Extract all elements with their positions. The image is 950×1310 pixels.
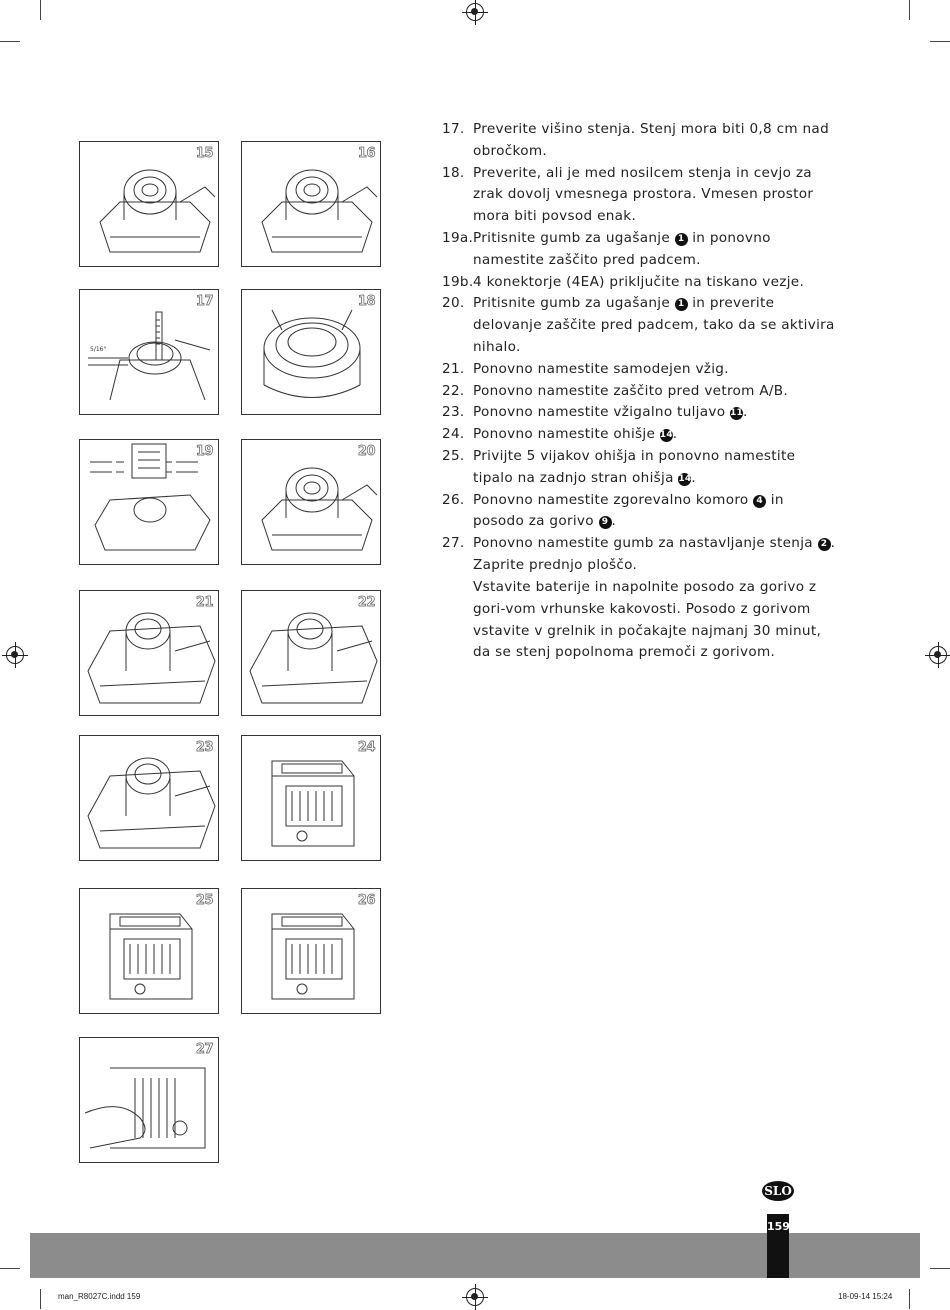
part-number-badge: 14 <box>659 430 673 441</box>
step-text: Preverite, ali je med nosilcem stenja in cevjo za zrak dovolj vmesnega prostora. Vmesen prostor mora biti povsod enak. <box>473 164 814 225</box>
step-number: 18. <box>442 164 465 181</box>
dimension-label: 5/16" <box>90 346 107 353</box>
figure-26 <box>241 888 381 1014</box>
part-number-badge: 14 <box>678 473 692 484</box>
footer-date: 18-09-14 15:24 <box>838 1292 893 1301</box>
page-number: 159 <box>767 1214 789 1278</box>
step-item <box>442 490 836 534</box>
figure-number: 16 <box>357 146 375 161</box>
step-item <box>442 228 836 272</box>
note-paragraph: Vstavite baterije in napolnite posodo za gorivo z gori-vom vrhunske kakovosti. Posodo z gorivom vstavite v grelnik in počakajte najmanj 30 minut, da se stenj popolnoma premoči z gorivom. <box>473 579 822 661</box>
step-number: 24. <box>442 426 465 443</box>
step-number: 19b. <box>442 273 474 290</box>
figure-number: 24 <box>357 740 375 755</box>
step-item <box>442 293 836 358</box>
figure-16 <box>241 141 381 267</box>
part-number-badge: 1 <box>675 298 688 311</box>
figure-number: 26 <box>357 893 375 908</box>
figure-number: 17 <box>195 294 213 309</box>
step-number: 17. <box>442 121 465 137</box>
step-text: Pritisnite gumb za ugašanje 1 in preverite delovanje zaščite pred padcem, tako da se aktivira nihalo. <box>473 295 835 355</box>
figure-18 <box>241 289 381 415</box>
step-text: Ponovno namestite zaščito pred vetrom A/B. <box>473 382 789 399</box>
figure-number: 21 <box>195 595 213 610</box>
step-number: 27. <box>442 535 465 552</box>
step-item <box>442 446 836 490</box>
step-text: Ponovno namestite samodejen vžig. <box>473 360 729 377</box>
figure-number: 25 <box>195 893 213 908</box>
step-text: Preverite višino stenja. Stenj mora biti 0,8 cm nad obročkom. <box>473 121 829 159</box>
figure-number: 22 <box>357 595 375 610</box>
step-number: 19a. <box>442 229 474 246</box>
step-number: 21. <box>442 360 465 377</box>
figure-27 <box>79 1037 219 1163</box>
step-number: 26. <box>442 491 465 508</box>
step-item <box>442 533 836 577</box>
part-number-badge: 1 <box>675 233 688 246</box>
step-number: 23. <box>442 404 465 421</box>
step-item <box>442 272 836 294</box>
step-number: 22. <box>442 382 465 399</box>
figure-21 <box>79 590 219 716</box>
step-item <box>442 402 836 424</box>
figure-number: 15 <box>195 146 213 161</box>
figure-15 <box>79 141 219 267</box>
figure-number: 18 <box>357 294 375 309</box>
figure-23 <box>79 735 219 861</box>
step-text: Ponovno namestite vžigalno tuljavo 11. <box>473 404 748 421</box>
part-number-badge: 11 <box>729 408 744 419</box>
figure-number: 27 <box>195 1042 213 1057</box>
step-item <box>442 163 836 228</box>
step-text: Ponovno namestite zgorevalno komoro 4 in posodo za gorivo 9 . <box>473 491 784 530</box>
figure-24 <box>241 735 381 861</box>
registration-mark-left <box>6 646 24 664</box>
part-number-badge: 4 <box>753 495 766 508</box>
step-list <box>442 119 836 577</box>
step-text: Ponovno namestite gumb za nastavljanje stenja 2 . Zaprite prednjo ploščo. <box>473 535 836 573</box>
figure-17 <box>79 289 219 415</box>
footer-filename: man_R8027C.indd 159 <box>58 1292 141 1301</box>
step-number: 20. <box>442 295 465 312</box>
figure-number: 20 <box>357 444 375 459</box>
step-item <box>442 359 836 381</box>
registration-mark-bottom <box>466 1288 484 1306</box>
step-item <box>442 424 836 446</box>
step-text: 4 konektorje (4EA) priključite na tiskano vezje. <box>473 273 805 290</box>
step-item <box>442 381 836 403</box>
part-number-badge: 2 <box>818 538 831 551</box>
step-text: Ponovno namestite ohišje 14. <box>473 426 678 443</box>
step-text: Privijte 5 vijakov ohišja in ponovno namestite tipalo na zadnjo stran ohišja 14. <box>473 447 796 486</box>
step-text: Pritisnite gumb za ugašanje 1 in ponovno namestite zaščito pred padcem. <box>473 229 771 268</box>
step-number: 25. <box>442 447 465 464</box>
figure-22 <box>241 590 381 716</box>
language-badge: SLO <box>762 1181 794 1201</box>
step-item <box>442 119 836 163</box>
part-number-badge: 9 <box>599 516 612 529</box>
figure-19 <box>79 439 219 565</box>
figure-number: 23 <box>195 740 213 755</box>
figure-number: 19 <box>195 444 213 459</box>
registration-mark-top <box>466 3 484 21</box>
figure-25 <box>79 888 219 1014</box>
registration-mark-right <box>929 646 947 664</box>
figure-20 <box>241 439 381 565</box>
